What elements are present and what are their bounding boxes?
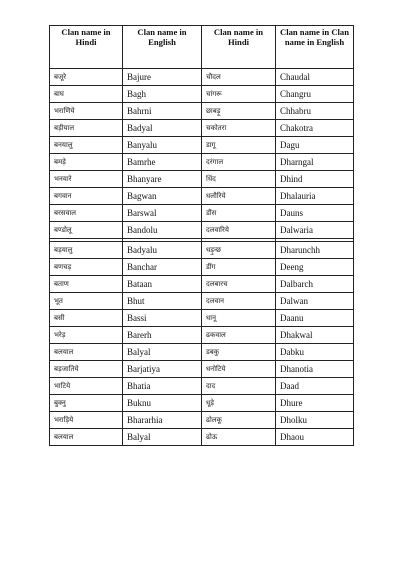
clan-hindi-2: धूड़े [202, 395, 276, 412]
clan-english-2: Dalwaria [276, 222, 354, 239]
table-row [50, 242, 354, 259]
clan-english-1: Bhanyare [123, 171, 202, 188]
table-row [50, 361, 354, 378]
clan-english-1: Bhut [123, 293, 202, 310]
clan-english-1: Bataan [123, 276, 202, 293]
table-row [50, 293, 354, 310]
clan-hindi-1: बणचड़ [50, 259, 123, 276]
table-header [50, 26, 354, 69]
clan-english-1: Bagh [123, 86, 202, 103]
table-body [50, 69, 354, 446]
table-row [50, 259, 354, 276]
clan-hindi-2: चौदल [202, 69, 276, 86]
table-row [50, 188, 354, 205]
clan-english-2: Dauns [276, 205, 354, 222]
clan-english-2: Changru [276, 86, 354, 103]
table-row [50, 395, 354, 412]
clan-english-1: Bassi [123, 310, 202, 327]
table-row [50, 327, 354, 344]
table-row [50, 310, 354, 327]
clan-hindi-1: बड़यालु [50, 242, 123, 259]
clan-english-2: Dalwan [276, 293, 354, 310]
table-row [50, 69, 354, 86]
clan-english-2: Dhure [276, 395, 354, 412]
clan-hindi-2: दरंगाल [202, 154, 276, 171]
clan-english-1: Bagwan [123, 188, 202, 205]
clan-hindi-2: दलवान [202, 293, 276, 310]
clan-english-2: Dharunchh [276, 242, 354, 259]
clan-names-table [49, 25, 354, 446]
clan-hindi-2: डबकु [202, 344, 276, 361]
clan-english-2: Dhanotia [276, 361, 354, 378]
clan-english-1: Bandolu [123, 222, 202, 239]
table-row [50, 103, 354, 120]
clan-hindi-1: बड़ीयाल [50, 120, 123, 137]
header-row [50, 26, 354, 69]
clan-hindi-2: डींग [202, 259, 276, 276]
clan-english-1: Balyal [123, 429, 202, 446]
clan-english-2: Dharngal [276, 154, 354, 171]
table-row [50, 171, 354, 188]
clan-hindi-1: भराणिये [50, 103, 123, 120]
clan-hindi-2: ढोलकू [202, 412, 276, 429]
clan-hindi-1: भनयारे [50, 171, 123, 188]
clan-english-1: Balyal [123, 344, 202, 361]
table-row [50, 137, 354, 154]
clan-english-2: Chhabru [276, 103, 354, 120]
clan-english-1: Badyal [123, 120, 202, 137]
clan-hindi-2: धनोटिये [202, 361, 276, 378]
clan-english-2: Dalbarch [276, 276, 354, 293]
clan-english-1: Bahrni [123, 103, 202, 120]
clan-hindi-2: डागू [202, 137, 276, 154]
clan-english-2: Chakotra [276, 120, 354, 137]
clan-hindi-1: भराड़िये [50, 412, 123, 429]
clan-hindi-1: बरसवाल [50, 205, 123, 222]
clan-hindi-1: बताण [50, 276, 123, 293]
clan-english-2: Daanu [276, 310, 354, 327]
table-row [50, 222, 354, 239]
clan-english-2: Dhalauria [276, 188, 354, 205]
table-row [50, 378, 354, 395]
clan-hindi-1: बलयाल [50, 429, 123, 446]
clan-hindi-2: चकोतरा [202, 120, 276, 137]
clan-hindi-2: धलौरिये [202, 188, 276, 205]
table-row [50, 154, 354, 171]
clan-hindi-2: डौंस [202, 205, 276, 222]
clan-english-1: Banyalu [123, 137, 202, 154]
clan-english-2: Dhaou [276, 429, 354, 446]
clan-english-1: Barerh [123, 327, 202, 344]
clan-hindi-2: धानू [202, 310, 276, 327]
header-hindi-1: Clan name in Hindi [50, 26, 123, 69]
table-row [50, 120, 354, 137]
clan-english-1: Bhatia [123, 378, 202, 395]
clan-english-2: Dhakwal [276, 327, 354, 344]
clan-english-2: Deeng [276, 259, 354, 276]
clan-hindi-1: बुक्नु [50, 395, 123, 412]
table-row [50, 205, 354, 222]
clan-hindi-2: चांगरू [202, 86, 276, 103]
clan-english-1: Banchar [123, 259, 202, 276]
clan-hindi-2: दलवारिये [202, 222, 276, 239]
clan-hindi-1: भरेड़ [50, 327, 123, 344]
clan-hindi-2: दलबारच [202, 276, 276, 293]
clan-hindi-1: बमड़े [50, 154, 123, 171]
header-english-2: Clan name in Clan name in English [276, 26, 354, 69]
clan-english-2: Dhind [276, 171, 354, 188]
clan-hindi-1: बगवान [50, 188, 123, 205]
clan-hindi-1: भाटिये [50, 378, 123, 395]
clan-english-1: Barswal [123, 205, 202, 222]
clan-hindi-2: धिंद [202, 171, 276, 188]
table-row [50, 429, 354, 446]
table-row [50, 86, 354, 103]
clan-hindi-1: बसी [50, 310, 123, 327]
table-row [50, 276, 354, 293]
clan-english-2: Dabku [276, 344, 354, 361]
clan-hindi-2: ढोऊ [202, 429, 276, 446]
header-english-1: Clan name in English [123, 26, 202, 69]
clan-english-1: Barjatiya [123, 361, 202, 378]
clan-hindi-2: ढकवाल [202, 327, 276, 344]
clan-hindi-2: छाबड़ू [202, 103, 276, 120]
clan-english-1: Buknu [123, 395, 202, 412]
clan-english-2: Chaudal [276, 69, 354, 86]
clan-hindi-2: दाद [202, 378, 276, 395]
clan-english-1: Badyalu [123, 242, 202, 259]
clan-english-1: Bhararhia [123, 412, 202, 429]
table-row [50, 412, 354, 429]
clan-hindi-1: बड़जातिये [50, 361, 123, 378]
clan-hindi-1: बजूरे [50, 69, 123, 86]
clan-english-1: Bajure [123, 69, 202, 86]
clan-hindi-2: धड़ुन्छ [202, 242, 276, 259]
clan-hindi-1: बनयालु [50, 137, 123, 154]
clan-hindi-1: बण्डोलू [50, 222, 123, 239]
table-row [50, 344, 354, 361]
clan-hindi-1: बाघ [50, 86, 123, 103]
clan-english-2: Dholku [276, 412, 354, 429]
clan-hindi-1: भूत [50, 293, 123, 310]
clan-english-2: Daad [276, 378, 354, 395]
clan-english-1: Bamrhe [123, 154, 202, 171]
clan-hindi-1: बलयाल [50, 344, 123, 361]
header-hindi-2: Clan name in Hindi [202, 26, 276, 69]
clan-english-2: Dagu [276, 137, 354, 154]
